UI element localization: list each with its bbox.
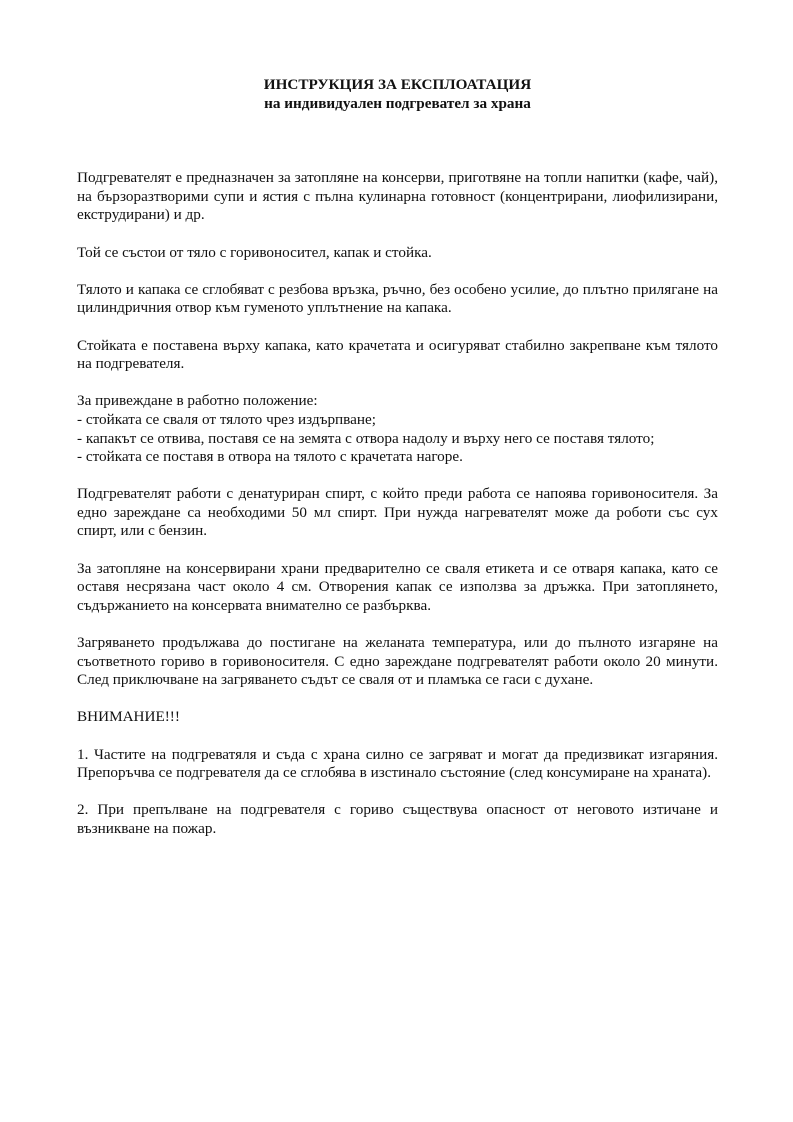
paragraph-stand: Стойката е поставена върху капака, като крачетата и осигуряват стабилно закрепване към тялото на подгревателя. [77, 336, 718, 373]
paragraph-canned-food: За затопляне на консервирани храни предварително се сваля етикета и се отваря капака, като се оставя несрязана част около 4 см. Отворения капак се използва за дръжка. При затоплянето, съдържанието на консервата внимателно се разбърква. [77, 559, 718, 614]
warning-item-1: 1. Частите на подгреватяля и съда с храна силно се загряват и могат да предизвикат изгаряния. Препоръчва се подгревателя да се сглобява в изстинало състояние (след консумиране на храната). [77, 745, 718, 782]
title-line-2: на индивидуален подгревател за храна [264, 94, 531, 112]
paragraph-assembly: Тялото и капака се сглобяват с резбова връзка, ръчно, без особено усилие, до плътно прилягане на цилиндричния отвор към гуменото уплътнение на капака. [77, 280, 718, 317]
document-page [77, 76, 718, 857]
warning-heading: ВНИМАНИЕ!!! [77, 708, 180, 726]
warning-item-2: 2. При препълване на подгревателя с гориво съществува опасност от неговото изтичане и възникване на пожар. [77, 801, 718, 837]
paragraph-setup-intro: За привеждане в работно положение: [77, 392, 318, 410]
document-title [77, 76, 718, 113]
setup-steps-list [77, 411, 718, 467]
list-item: - стойката се сваля от тялото чрез издърпване; [77, 410, 376, 428]
document-body [77, 169, 718, 838]
list-item: - стойката се поставя в отвора на тялото с крачетата нагоре. [77, 448, 463, 466]
paragraph-heating: Загряването продължава до постигане на желаната температура, или до пълното изгаряне на съответното гориво в горивоносителя. С едно зареждане подгревателят работи около 20 минути. След приключване на загряването съдът се сваля от и пламъка се гаси с духане. [77, 634, 718, 689]
title-line-1: ИНСТРУКЦИЯ ЗА ЕКСПЛОАТАЦИЯ [263, 76, 532, 93]
paragraph-purpose: Подгревателят е предназначен за затопляне на консерви, приготвяне на топли напитки (кафе, чай), на бързоразтворими супи и ястия с пълна кулинарна готовност (концентрирани, лиофилизирани, екструдирани) и др. [77, 169, 718, 224]
list-item: - капакът се отвива, поставя се на земята с отвора надолу и върху него се поставя тялото; [77, 429, 655, 447]
paragraph-components: Той се състои от тяло с горивоносител, капак и стойка. [77, 243, 432, 261]
paragraph-fuel: Подгревателят работи с денатуриран спирт, с който преди работа се напоява горивоносителя. За едно зареждане са необходими 50 мл спирт. При нужда нагревателят може да роботи със сух спирт, или с бензин. [77, 485, 718, 540]
